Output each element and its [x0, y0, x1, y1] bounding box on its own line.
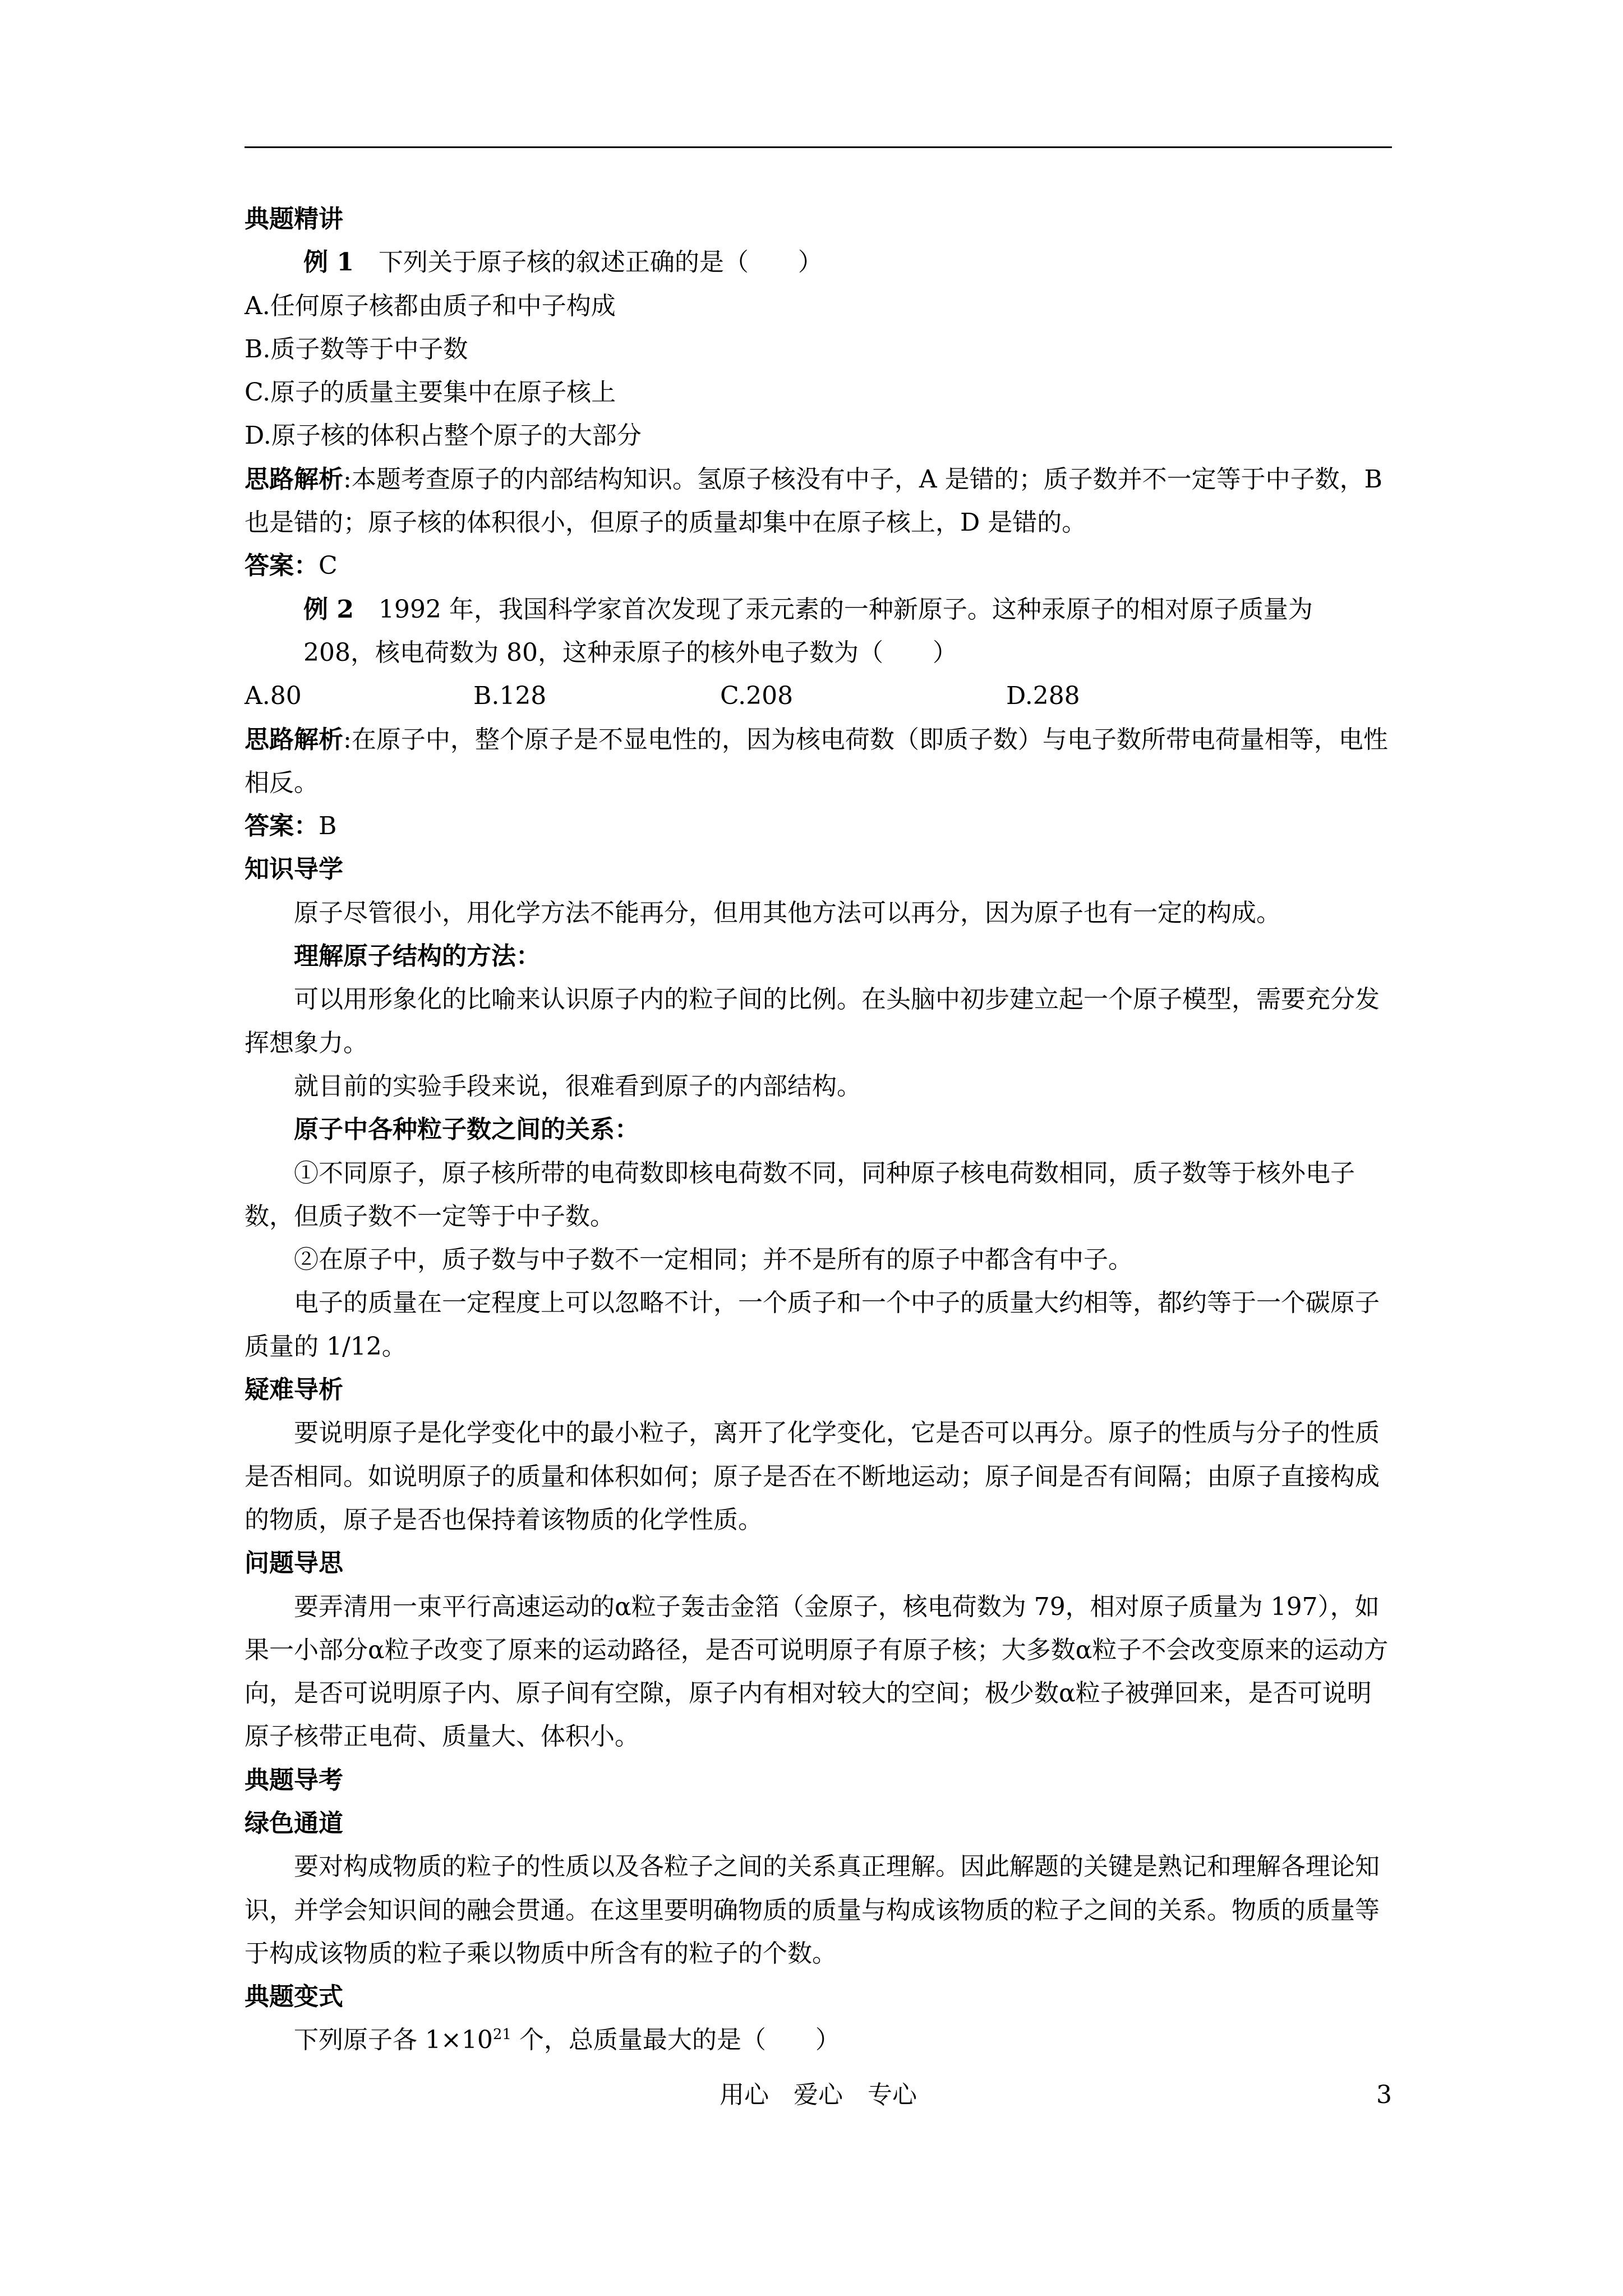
- example-label: 例 2: [303, 595, 354, 624]
- option: D.288: [1006, 682, 1080, 711]
- example-2-analysis: 思路解析:在原子中，整个原子是不显电性的，因为核电荷数（即质子数）与电子数所带电荷量相等，电性相反。: [245, 725, 1388, 797]
- example-2-answer: 答案：B: [245, 812, 337, 841]
- section-heading: 问题导思: [245, 1549, 343, 1578]
- paragraph: 原子尽管很小，用化学方法不能再分，但用其他方法可以再分，因为原子也有一定的构成。: [294, 898, 1281, 927]
- option: B.质子数等于中子数: [245, 334, 468, 364]
- option: A.80: [245, 682, 302, 711]
- section-heading: 绿色通道: [245, 1809, 343, 1838]
- option: C.原子的质量主要集中在原子核上: [245, 378, 616, 407]
- option: A.任何原子核都由质子和中子构成: [245, 291, 616, 320]
- option: B.128: [473, 682, 547, 711]
- paragraph: 电子的质量在一定程度上可以忽略不计，一个质子和一个中子的质量大约相等，都约等于一个碳原子质量的 1/12。: [245, 1289, 1380, 1361]
- sub-heading: 原子中各种粒子数之间的关系：: [294, 1115, 639, 1144]
- footer-motto: 用心 爱心 专心: [720, 2081, 917, 2109]
- option: D.原子核的体积占整个原子的大部分: [245, 421, 642, 450]
- section-heading: 典题精讲: [245, 205, 343, 233]
- paragraph: 可以用形象化的比喻来认识原子内的粒子间的比例。在头脑中初步建立起一个原子模型，需要充分发挥想象力。: [245, 985, 1380, 1057]
- example-1-answer: 答案：C: [245, 551, 338, 581]
- example-1-analysis: 思路解析:本题考查原子的内部结构知识。氢原子核没有中子，A 是错的；质子数并不一定等于中子数，B 也是错的；原子核的体积很小，但原子的质量却集中在原子核上，D 是错的。: [245, 464, 1382, 537]
- section-heading: 典题变式: [245, 1982, 343, 2012]
- document-body: [245, 197, 1392, 2066]
- example-1-question: 例 1 下列关于原子核的叙述正确的是（ ）: [303, 248, 823, 277]
- example-2-question: 例 2 1992 年，我国科学家首次发现了汞元素的一种新原子。这种汞原子的相对原子质量为 208，核电荷数为 80，这种汞原子的核外电子数为（ ）: [303, 595, 1313, 667]
- paragraph: 要对构成物质的粒子的性质以及各粒子之间的关系真正理解。因此解题的关键是熟记和理解各理论知识，并学会知识间的融会贯通。在这里要明确物质的质量与构成该物质的粒子之间的关系。物质的质量等于构成该物质的粒子乘以物质中所含有的粒子的个数。: [245, 1852, 1380, 1968]
- section-heading: 知识导学: [245, 855, 343, 884]
- header-rule: [245, 146, 1392, 148]
- paragraph: 要弄清用一束平行高速运动的α粒子轰击金箔（金原子，核电荷数为 79，相对原子质量为 197），如果一小部分α粒子改变了原来的运动路径，是否可说明原子有原子核；大多数α粒子不会改变原来的运动方向，是否可说明原子内、原子间有空隙，原子内有相对较大的空间；极少数α粒子被弹回来，是否可说明原子核带正电荷、质量大、体积小。: [245, 1592, 1389, 1751]
- section-heading: 典题导考: [245, 1765, 343, 1795]
- paragraph: 要说明原子是化学变化中的最小粒子，离开了化学变化，它是否可以再分。原子的性质与分子的性质是否相同。如说明原子的质量和体积如何；原子是否在不断地运动；原子间是否有间隔；由原子直接构成的物质，原子是否也保持着该物质的化学性质。: [245, 1419, 1380, 1534]
- page-number: 3: [1376, 2081, 1392, 2109]
- option: C.208: [720, 682, 794, 711]
- sub-heading: 理解原子结构的方法：: [294, 942, 541, 971]
- variant-question: 下列原子各 $1\times 10^{21}$ 个，总质量最大的是（ ）: [294, 2026, 840, 2055]
- paragraph: 就目前的实验手段来说，很难看到原子的内部结构。: [294, 1071, 861, 1101]
- paragraph: ②在原子中，质子数与中子数不一定相同；并不是所有的原子中都含有中子。: [294, 1245, 1133, 1274]
- example-2-options: [245, 674, 1392, 717]
- paragraph: ①不同原子，原子核所带的电荷数即核电荷数不同，同种原子核电荷数相同，质子数等于核外电子数，但质子数不一定等于中子数。: [245, 1158, 1355, 1231]
- example-label: 例 1: [303, 248, 354, 277]
- section-heading: 疑难导析: [245, 1375, 343, 1405]
